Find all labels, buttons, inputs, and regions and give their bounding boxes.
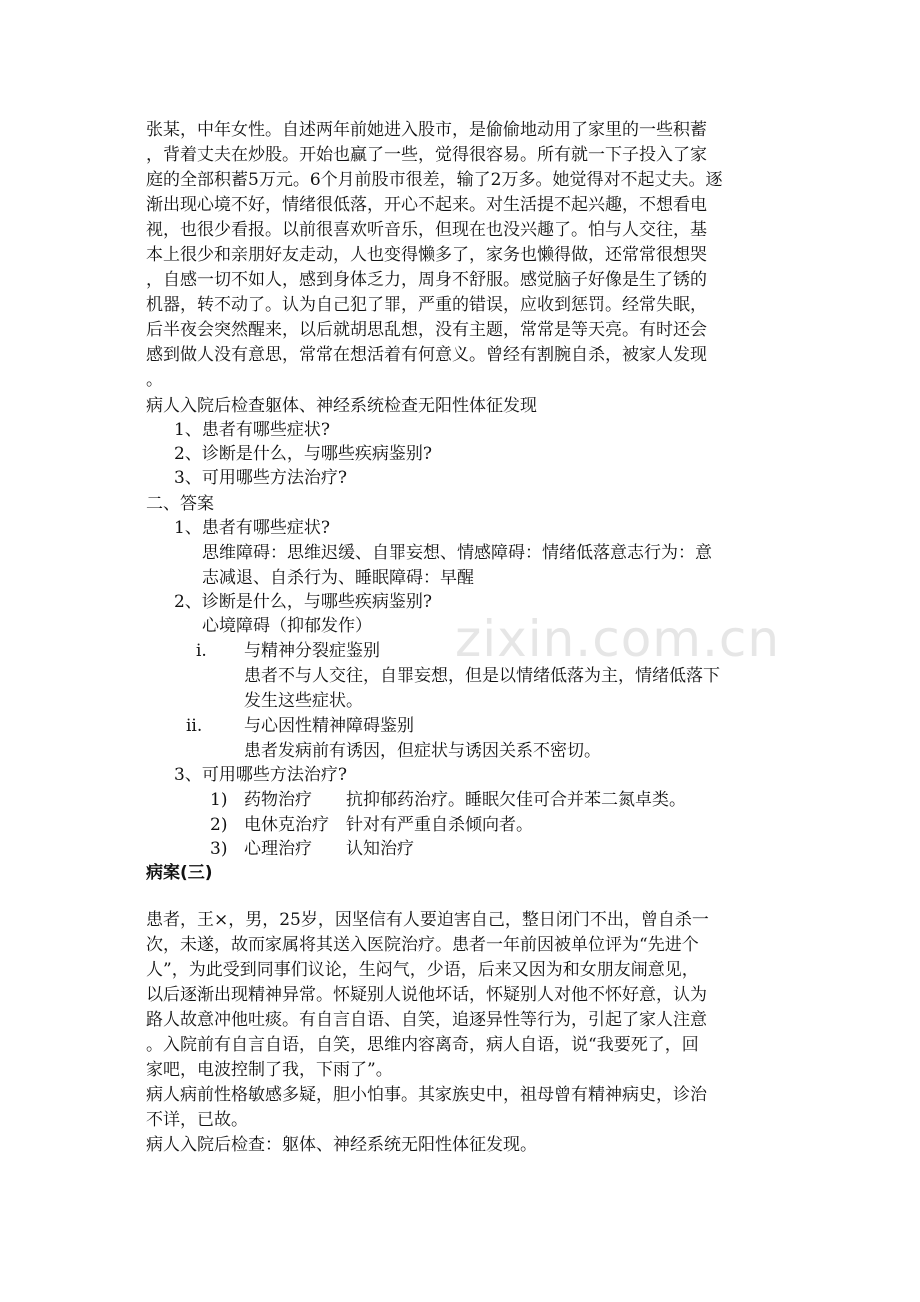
diff-number: i.: [196, 641, 207, 661]
history-line: 人”，为此受到同事们议论，生闷气，少语，后来又因为和女朋友闹意见，: [146, 960, 699, 980]
history-line: 次，未遂，故而家属将其送入医院治疗。患者一年前因被单位评为“先进个: [146, 935, 699, 955]
history-line: 后半夜会突然醒来，以后就胡思乱想，没有主题，常常是等天亮。有时还会: [146, 320, 707, 340]
history-line: 。入院前有自言自语，自笑，思维内容离奇，病人自语，说“我要死了，回: [146, 1035, 699, 1055]
history-line: 感到做人没有意思，常常在想活着有何意义。曾经有割腕自杀，被家人发现: [146, 345, 707, 365]
history-line: 张某，中年女性。自述两年前她进入股市，是偷偷地动用了家里的一些积蓄: [146, 120, 707, 140]
treatment-name: 电休克治疗: [244, 815, 329, 835]
answer-q1: 1、患者有哪些症状?: [174, 518, 330, 538]
case-three-exam: 病人入院后检查：躯体、神经系统无阳性体征发现。: [146, 1135, 537, 1155]
diff-title: 与心因性精神障碍鉴别: [244, 716, 414, 736]
history-line: 。: [146, 370, 163, 390]
answer-q1-text: 思维障碍：思维迟缓、自罪妄想、情感障碍：情绪低落意志行为：意: [202, 543, 712, 563]
treatment-desc: 认知治疗: [346, 839, 414, 859]
personality-line: 不详，已故。: [146, 1110, 248, 1130]
answer-q2: 2、诊断是什么，与哪些疾病鉴别?: [174, 592, 432, 612]
history-line: 患者，王×，男，25岁，因坚信有人要迫害自己，整日闭门不出，曾自杀一: [146, 910, 709, 930]
diff-number: ii.: [186, 716, 203, 736]
answer-q1-text: 志减退、自杀行为、睡眠障碍：早醒: [202, 568, 474, 588]
question-3: 3、可用哪些方法治疗?: [174, 468, 347, 488]
diff-text: 患者不与人交往，自罪妄想，但是以情绪低落为主，情绪低落下: [244, 666, 720, 686]
diff-text: 患者发病前有诱因，但症状与诱因关系不密切。: [244, 741, 601, 761]
treatment-name: 药物治疗: [244, 790, 312, 810]
personality-line: 病人病前性格敏感多疑，胆小怕事。其家族史中，祖母曾有精神病史，诊治: [146, 1085, 707, 1105]
diff-text: 发生这些症状。: [244, 691, 363, 711]
history-line: 渐出现心境不好，情绪很低落，开心不起来。对生活提不起兴趣，不想看电: [146, 195, 707, 215]
exam-line: 病人入院后检查躯体、神经系统检查无阳性体征发现: [146, 396, 537, 416]
treatment-number: 3): [210, 839, 228, 859]
diagnosis: 心境障碍（抑郁发作）: [202, 616, 372, 636]
watermark: zixin.com.cn: [455, 610, 781, 668]
history-line: 家吧，电波控制了我，下雨了”。: [146, 1060, 393, 1080]
case-two-history: [146, 118, 770, 393]
case-three-title: 病案(三): [146, 863, 213, 883]
history-line: 庭的全部积蓄5万元。6个月前股市很差，输了2万多。她觉得对不起丈夫。逐: [146, 170, 723, 190]
treatment-desc: 抗抑郁药治疗。睡眠欠佳可合并苯二氮卓类。: [346, 790, 686, 810]
history-line: 本上很少和亲朋好友走动，人也变得懒多了，家务也懒得做，还常常很想哭: [146, 245, 707, 265]
history-line: ，自感一切不如人，感到身体乏力，周身不舒服。感觉脑子好像是生了锈的: [146, 270, 707, 290]
answer-q3: 3、可用哪些方法治疗?: [174, 765, 347, 785]
history-line: 视，也很少看报。以前很喜欢听音乐，但现在也没兴趣了。怕与人交往，基: [146, 220, 707, 240]
answer-heading: 二、答案: [146, 494, 214, 514]
treatment-desc: 针对有严重自杀倾向者。: [346, 815, 533, 835]
treatment-number: 2): [210, 815, 228, 835]
treatment-number: 1): [210, 790, 228, 810]
history-line: ，背着丈夫在炒股。开始也赢了一些，觉得很容易。所有就一下子投入了家: [146, 145, 707, 165]
diff-title: 与精神分裂症鉴别: [244, 641, 380, 661]
question-1: 1、患者有哪些症状?: [174, 420, 330, 440]
question-2: 2、诊断是什么，与哪些疾病鉴别?: [174, 444, 432, 464]
history-line: 机器，转不动了。认为自己犯了罪，严重的错误，应收到惩罚。经常失眠，: [146, 295, 707, 315]
history-line: 以后逐渐出现精神异常。怀疑别人说他坏话，怀疑别人对他不怀好意，认为: [146, 985, 707, 1005]
case-three-history: [146, 908, 770, 1158]
history-line: 路人故意冲他吐痰。有自言自语、自笑，追逐异性等行为，引起了家人注意: [146, 1010, 707, 1030]
treatment-name: 心理治疗: [244, 839, 312, 859]
